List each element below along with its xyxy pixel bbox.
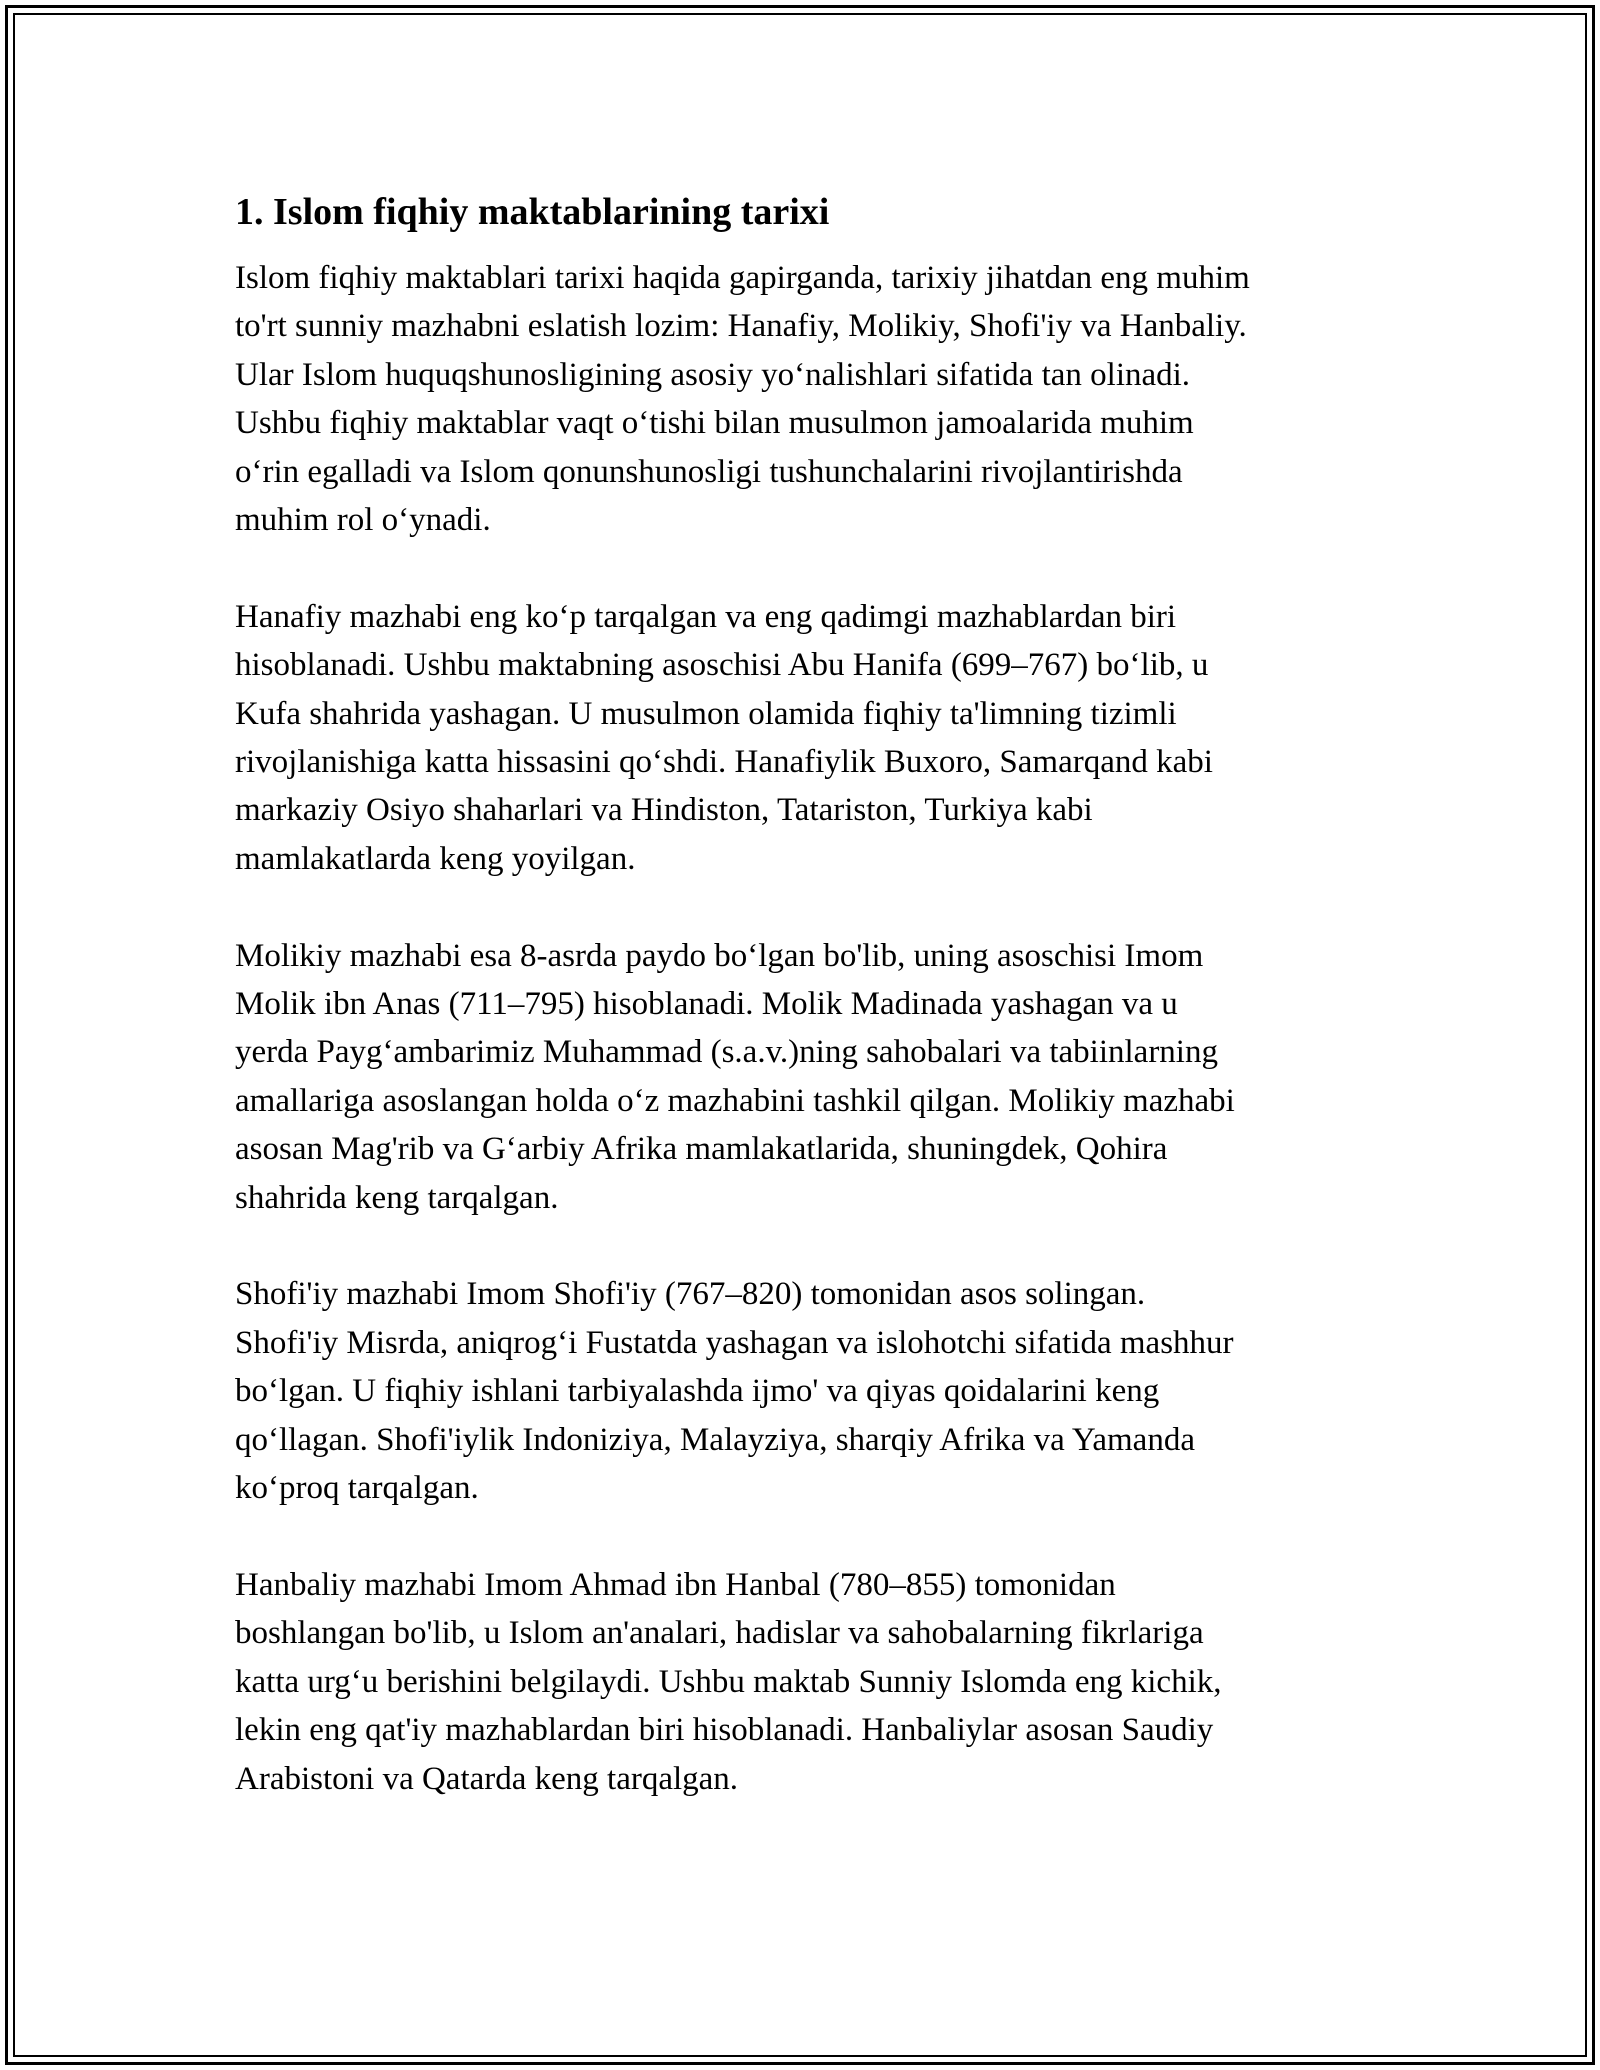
- paragraph-shofiiy: Shofi'iy mazhabi Imom Shofi'iy (767–820) tomonidan asos solingan. Shofi'iy Misrda, aniqrogʻi Fustatda yashagan va islohotchi sifatida mashhur boʻlgan. U fiqhiy ishlani tarbiyalashda ijmo' va qiyas qoidalarini keng qoʻllagan. Shofi'iylik Indoniziya, Malayziya, sharqiy Afrika va Yamanda koʻproq tarqalgan.: [235, 1276, 1234, 1507]
- paragraph-hanafiy: Hanafiy mazhabi eng koʻp tarqalgan va eng qadimgi mazhablardan biri hisoblanadi. Ushbu maktabning asoschisi Abu Hanifa (699–767) boʻlib, u Kufa shahrida yashagan. U musulmon olamida fiqhiy ta'limning tizimli rivojlanishiga katta hissasini qoʻshdi. Hanafiylik Buxoro, Samarqand kabi markaziy Osiyo shaharlari va Hindiston, Tatariston, Turkiya kabi mamlakatlarda keng yoyilgan.: [235, 598, 1213, 877]
- section-heading: 1. Islom fiqhiy maktablarining tarixi: [235, 191, 830, 233]
- paragraph-intro: Islom fiqhiy maktablari tarixi haqida gapirganda, tarixiy jihatdan eng muhim to'rt sunniy mazhabni eslatish lozim: Hanafiy, Molikiy, Shofi'iy va Hanbaliy. Ular Islom huquqshunosligining asosiy yoʻnalishlari sifatida tan olinadi. Ushbu fiqhiy maktablar vaqt oʻtishi bilan musulmon jamoalarida muhim oʻrin egalladi va Islom qonunshunosligi tushunchalarini rivojlantirishda muhim rol oʻynadi.: [235, 260, 1250, 539]
- paragraph-hanbaliy: Hanbaliy mazhabi Imom Ahmad ibn Hanbal (780–855) tomonidan boshlangan bo'lib, u Islom an'analari, hadislar va sahobalarning fikrlariga katta urgʻu berishini belgilaydi. Ushbu maktab Sunniy Islomda eng kichik, lekin eng qat'iy mazhablardan biri hisoblanadi. Hanbaliylar asosan Saudiy Arabistoni va Qatarda keng tarqalgan.: [235, 1566, 1222, 1797]
- document-body: [235, 188, 1415, 1851]
- paragraph-molikiy: Molikiy mazhabi esa 8-asrda paydo boʻlgan bo'lib, uning asoschisi Imom Molik ibn Anas (711–795) hisoblanadi. Molik Madinada yashagan va u yerda Paygʻambarimiz Muhammad (s.a.v.)ning sahobalari va tabiinlarning amallariga asoslangan holda oʻz mazhabini tashkil qilgan. Molikiy mazhabi asosan Mag'rib va Gʻarbiy Afrika mamlakatlarida, shuningdek, Qohira shahrida keng tarqalgan.: [235, 937, 1235, 1216]
